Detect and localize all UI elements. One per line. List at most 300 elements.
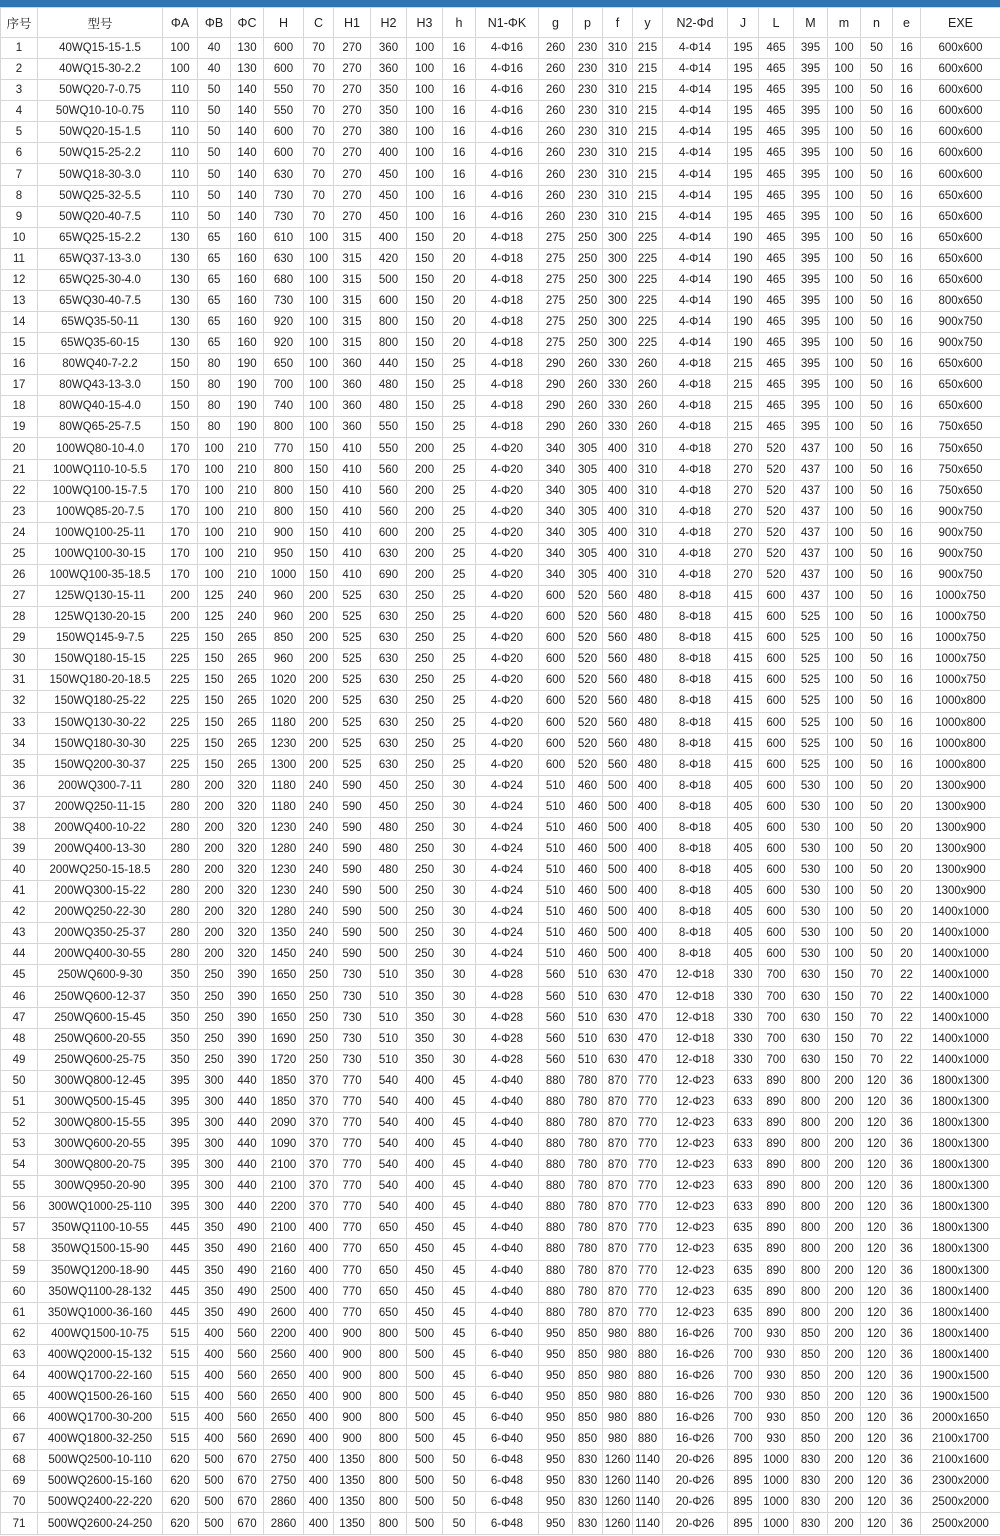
- cell: 630: [371, 649, 407, 670]
- cell: 170: [163, 459, 198, 480]
- cell: 16: [443, 80, 476, 101]
- cell: 630: [794, 1049, 828, 1070]
- cell: 850: [573, 1429, 603, 1450]
- cell: 36: [893, 1091, 921, 1112]
- cell: 195: [728, 206, 759, 227]
- cell: 500: [603, 902, 633, 923]
- cell: 770: [334, 1112, 371, 1133]
- cell: 45: [443, 1344, 476, 1365]
- cell: 225: [633, 269, 663, 290]
- cell: 260: [633, 375, 663, 396]
- cell: 600: [759, 860, 794, 881]
- cell: 870: [603, 1155, 633, 1176]
- cell: 730: [334, 1028, 371, 1049]
- cell: 410: [334, 480, 371, 501]
- cell: 50: [861, 586, 893, 607]
- cell: 30: [443, 923, 476, 944]
- cell: 830: [794, 1492, 828, 1513]
- cell: 930: [759, 1387, 794, 1408]
- cell: 50: [861, 417, 893, 438]
- cell: 900: [334, 1344, 371, 1365]
- cell: 45: [443, 1302, 476, 1323]
- cell: 12-Φ18: [663, 965, 728, 986]
- cell: 250: [407, 902, 443, 923]
- cell: 4-Φ18: [663, 396, 728, 417]
- cell: 1000x750: [921, 607, 1000, 628]
- cell: 35: [1, 754, 38, 775]
- cell: 200WQ400-13-30: [38, 838, 163, 859]
- table-row: [1, 1408, 1000, 1429]
- cell: 330: [603, 375, 633, 396]
- cell: 400: [603, 438, 633, 459]
- cell: 440: [231, 1091, 264, 1112]
- cell: 150: [407, 248, 443, 269]
- cell: 600x600: [921, 143, 1000, 164]
- cell: 19: [1, 417, 38, 438]
- cell: 540: [371, 1176, 407, 1197]
- cell: 980: [603, 1429, 633, 1450]
- cell: 460: [573, 775, 603, 796]
- cell: 500: [407, 1513, 443, 1534]
- table-row: [1, 59, 1000, 80]
- cell: 4-Φ20: [476, 670, 539, 691]
- cell: 2100: [264, 1176, 304, 1197]
- cell: 225: [163, 670, 198, 691]
- cell: 215: [633, 143, 663, 164]
- cell: 50: [443, 1492, 476, 1513]
- cell: 30: [443, 965, 476, 986]
- cell: 50WQ10-10-0.75: [38, 101, 163, 122]
- cell: 700: [759, 986, 794, 1007]
- cell: 500WQ2600-15-160: [38, 1471, 163, 1492]
- table-row: [1, 227, 1000, 248]
- cell: 230: [573, 59, 603, 80]
- cell: 510: [539, 817, 573, 838]
- cell: 395: [794, 185, 828, 206]
- cell: 70: [304, 122, 334, 143]
- cell: 36: [1, 775, 38, 796]
- cell: 770: [334, 1197, 371, 1218]
- cell: 100: [828, 501, 861, 522]
- cell: 6-Φ40: [476, 1323, 539, 1344]
- cell: 410: [334, 459, 371, 480]
- cell: 66: [1, 1408, 38, 1429]
- cell: 895: [728, 1471, 759, 1492]
- cell: 60: [1, 1281, 38, 1302]
- cell: 16: [893, 248, 921, 269]
- cell: 980: [603, 1408, 633, 1429]
- cell: 850: [794, 1365, 828, 1386]
- cell: 25: [443, 543, 476, 564]
- cell: 850: [573, 1408, 603, 1429]
- cell: 1300x900: [921, 860, 1000, 881]
- cell: 100: [828, 143, 861, 164]
- cell: 150: [407, 354, 443, 375]
- cell: 900: [334, 1408, 371, 1429]
- cell: 6: [1, 143, 38, 164]
- cell: 635: [728, 1302, 759, 1323]
- cell: 100: [304, 354, 334, 375]
- cell: 150: [304, 480, 334, 501]
- cell: 16: [893, 691, 921, 712]
- cell: 900x750: [921, 564, 1000, 585]
- cell: 500: [371, 881, 407, 902]
- cell: 4-Φ20: [476, 543, 539, 564]
- cell: 320: [231, 923, 264, 944]
- cell: 250: [304, 965, 334, 986]
- cell: 560: [603, 712, 633, 733]
- cell: 630: [371, 586, 407, 607]
- cell: 120: [861, 1365, 893, 1386]
- cell: 27: [1, 586, 38, 607]
- cell: 480: [371, 396, 407, 417]
- cell: 310: [603, 206, 633, 227]
- column-header-17: J: [728, 8, 759, 38]
- cell: 65WQ25-15-2.2: [38, 227, 163, 248]
- cell: 240: [304, 902, 334, 923]
- cell: 400: [371, 227, 407, 248]
- cell: 1650: [264, 965, 304, 986]
- cell: 26: [1, 564, 38, 585]
- cell: 50: [861, 59, 893, 80]
- cell: 500: [407, 1323, 443, 1344]
- cell: 160: [231, 269, 264, 290]
- cell: 500: [407, 1344, 443, 1365]
- cell: 2: [1, 59, 38, 80]
- cell: 510: [371, 965, 407, 986]
- cell: 4-Φ18: [476, 269, 539, 290]
- cell: 525: [794, 754, 828, 775]
- table-row: [1, 1260, 1000, 1281]
- cell: 395: [794, 269, 828, 290]
- cell: 250: [198, 965, 231, 986]
- cell: 36: [893, 1302, 921, 1323]
- cell: 195: [728, 80, 759, 101]
- cell: 300: [198, 1176, 231, 1197]
- cell: 600: [759, 670, 794, 691]
- cell: 25: [443, 522, 476, 543]
- cell: 16-Φ26: [663, 1408, 728, 1429]
- cell: 260: [539, 185, 573, 206]
- cell: 870: [603, 1176, 633, 1197]
- cell: 770: [633, 1091, 663, 1112]
- cell: 520: [573, 712, 603, 733]
- cell: 260: [539, 80, 573, 101]
- cell: 560: [539, 1028, 573, 1049]
- table-row: [1, 1197, 1000, 1218]
- cell: 450: [371, 206, 407, 227]
- cell: 300WQ950-20-90: [38, 1176, 163, 1197]
- cell: 500: [603, 944, 633, 965]
- cell: 48: [1, 1028, 38, 1049]
- cell: 437: [794, 501, 828, 522]
- cell: 630: [794, 1028, 828, 1049]
- cell: 490: [231, 1302, 264, 1323]
- cell: 65: [198, 269, 231, 290]
- cell: 260: [539, 59, 573, 80]
- cell: 330: [728, 1007, 759, 1028]
- cell: 780: [573, 1281, 603, 1302]
- cell: 500WQ2400-22-220: [38, 1492, 163, 1513]
- cell: 4-Φ18: [476, 375, 539, 396]
- cell: 750x650: [921, 459, 1000, 480]
- cell: 400: [407, 1134, 443, 1155]
- cell: 800: [371, 1323, 407, 1344]
- cell: 4-Φ18: [476, 290, 539, 311]
- cell: 215: [728, 417, 759, 438]
- cell: 250: [198, 1049, 231, 1070]
- cell: 36: [893, 1239, 921, 1260]
- cell: 12-Φ23: [663, 1260, 728, 1281]
- cell: 54: [1, 1155, 38, 1176]
- cell: 36: [893, 1387, 921, 1408]
- cell: 770: [633, 1218, 663, 1239]
- cell: 500: [603, 923, 633, 944]
- cell: 350: [163, 1049, 198, 1070]
- table-row: [1, 164, 1000, 185]
- cell: 16-Φ26: [663, 1387, 728, 1408]
- cell: 100: [407, 206, 443, 227]
- cell: 400: [304, 1239, 334, 1260]
- cell: 1800x1400: [921, 1302, 1000, 1323]
- cell: 50: [861, 164, 893, 185]
- cell: 200: [304, 607, 334, 628]
- cell: 2750: [264, 1471, 304, 1492]
- cell: 50: [861, 649, 893, 670]
- cell: 770: [633, 1302, 663, 1323]
- cell: 670: [231, 1450, 264, 1471]
- cell: 1180: [264, 775, 304, 796]
- cell: 305: [573, 459, 603, 480]
- cell: 500: [603, 775, 633, 796]
- cell: 50: [861, 923, 893, 944]
- cell: 250: [407, 881, 443, 902]
- cell: 870: [603, 1197, 633, 1218]
- cell: 800: [371, 1429, 407, 1450]
- cell: 4-Φ18: [663, 501, 728, 522]
- cell: 70: [304, 59, 334, 80]
- cell: 525: [334, 628, 371, 649]
- cell: 100: [828, 164, 861, 185]
- cell: 100: [407, 59, 443, 80]
- cell: 510: [539, 838, 573, 859]
- cell: 20: [443, 290, 476, 311]
- cell: 350: [407, 1007, 443, 1028]
- cell: 36: [893, 1112, 921, 1133]
- cell: 630: [371, 691, 407, 712]
- cell: 4-Φ20: [476, 754, 539, 775]
- cell: 490: [231, 1239, 264, 1260]
- cell: 880: [539, 1260, 573, 1281]
- cell: 4-Φ20: [476, 586, 539, 607]
- cell: 780: [573, 1197, 603, 1218]
- cell: 40: [198, 59, 231, 80]
- cell: 120: [861, 1492, 893, 1513]
- cell: 20-Φ26: [663, 1513, 728, 1534]
- table-row: [1, 649, 1000, 670]
- cell: 16: [443, 59, 476, 80]
- cell: 200WQ250-22-30: [38, 902, 163, 923]
- cell: 1000x800: [921, 754, 1000, 775]
- cell: 200: [828, 1513, 861, 1534]
- cell: 630: [371, 712, 407, 733]
- cell: 200: [828, 1302, 861, 1323]
- cell: 250: [407, 670, 443, 691]
- cell: 600: [371, 522, 407, 543]
- cell: 300: [198, 1197, 231, 1218]
- cell: 630: [794, 986, 828, 1007]
- cell: 100WQ100-25-11: [38, 522, 163, 543]
- cell: 2100: [264, 1218, 304, 1239]
- cell: 700: [728, 1344, 759, 1365]
- cell: 800: [371, 333, 407, 354]
- cell: 250: [198, 986, 231, 1007]
- cell: 240: [304, 944, 334, 965]
- cell: 100WQ85-20-7.5: [38, 501, 163, 522]
- table-row: [1, 143, 1000, 164]
- cell: 525: [794, 670, 828, 691]
- cell: 150: [407, 333, 443, 354]
- cell: 600: [539, 712, 573, 733]
- cell: 275: [539, 227, 573, 248]
- cell: 650: [264, 354, 304, 375]
- cell: 4-Φ18: [476, 354, 539, 375]
- table-row: [1, 986, 1000, 1007]
- cell: 700: [728, 1365, 759, 1386]
- cell: 100: [828, 80, 861, 101]
- cell: 590: [334, 881, 371, 902]
- cell: 1300: [264, 754, 304, 775]
- cell: 770: [264, 438, 304, 459]
- cell: 880: [633, 1429, 663, 1450]
- table-row: [1, 796, 1000, 817]
- cell: 250: [198, 1028, 231, 1049]
- cell: 800: [794, 1091, 828, 1112]
- cell: 635: [728, 1239, 759, 1260]
- cell: 200: [198, 860, 231, 881]
- cell: 900x750: [921, 522, 1000, 543]
- cell: 800: [794, 1134, 828, 1155]
- cell: 4-Φ18: [663, 522, 728, 543]
- cell: 630: [794, 965, 828, 986]
- cell: 100: [828, 101, 861, 122]
- cell: 310: [603, 38, 633, 59]
- cell: 170: [163, 564, 198, 585]
- cell: 270: [728, 543, 759, 564]
- cell: 1800x1300: [921, 1176, 1000, 1197]
- cell: 12-Φ18: [663, 986, 728, 1007]
- cell: 560: [231, 1408, 264, 1429]
- cell: 4-Φ24: [476, 838, 539, 859]
- cell: 540: [371, 1155, 407, 1176]
- cell: 110: [163, 80, 198, 101]
- cell: 69: [1, 1471, 38, 1492]
- cell: 310: [603, 122, 633, 143]
- cell: 2860: [264, 1492, 304, 1513]
- cell: 600x600: [921, 122, 1000, 143]
- cell: 525: [794, 628, 828, 649]
- cell: 600: [759, 586, 794, 607]
- cell: 620: [163, 1471, 198, 1492]
- cell: 310: [633, 543, 663, 564]
- cell: 650: [371, 1218, 407, 1239]
- cell: 280: [163, 860, 198, 881]
- column-header-20: m: [828, 8, 861, 38]
- cell: 120: [861, 1155, 893, 1176]
- cell: 480: [633, 649, 663, 670]
- cell: 300: [603, 227, 633, 248]
- cell: 100: [828, 649, 861, 670]
- cell: 490: [231, 1218, 264, 1239]
- cell: 395: [163, 1134, 198, 1155]
- cell: 100: [828, 248, 861, 269]
- table-row: [1, 1281, 1000, 1302]
- cell: 500: [371, 944, 407, 965]
- cell: 65WQ30-40-7.5: [38, 290, 163, 311]
- cell: 400: [633, 944, 663, 965]
- cell: 600: [759, 691, 794, 712]
- cell: 370: [304, 1070, 334, 1091]
- table-row: [1, 817, 1000, 838]
- cell: 770: [633, 1112, 663, 1133]
- cell: 130: [231, 38, 264, 59]
- cell: 370: [304, 1091, 334, 1112]
- cell: 100: [407, 122, 443, 143]
- cell: 600: [759, 796, 794, 817]
- cell: 420: [371, 248, 407, 269]
- cell: 50: [198, 143, 231, 164]
- table-row: [1, 354, 1000, 375]
- cell: 800: [371, 1492, 407, 1513]
- cell: 390: [231, 986, 264, 1007]
- cell: 890: [759, 1176, 794, 1197]
- cell: 200: [407, 459, 443, 480]
- cell: 800: [371, 1471, 407, 1492]
- cell: 50: [861, 712, 893, 733]
- table-row: [1, 1112, 1000, 1133]
- cell: 1000: [759, 1450, 794, 1471]
- cell: 1800x1300: [921, 1091, 1000, 1112]
- table-row: [1, 38, 1000, 59]
- cell: 8-Φ18: [663, 628, 728, 649]
- cell: 8-Φ18: [663, 817, 728, 838]
- cell: 880: [539, 1302, 573, 1323]
- cell: 560: [539, 1049, 573, 1070]
- table-row: [1, 501, 1000, 522]
- cell: 520: [573, 649, 603, 670]
- cell: 900: [334, 1323, 371, 1344]
- cell: 230: [573, 122, 603, 143]
- cell: 445: [163, 1260, 198, 1281]
- cell: 100: [407, 185, 443, 206]
- cell: 650x600: [921, 375, 1000, 396]
- cell: 16-Φ26: [663, 1429, 728, 1450]
- cell: 50: [198, 80, 231, 101]
- cell: 1800x1300: [921, 1197, 1000, 1218]
- cell: 20: [443, 269, 476, 290]
- cell: 510: [573, 965, 603, 986]
- cell: 300: [198, 1112, 231, 1133]
- table-row: [1, 101, 1000, 122]
- cell: 100: [407, 143, 443, 164]
- cell: 600: [539, 670, 573, 691]
- cell: 265: [231, 691, 264, 712]
- cell: 4-Φ28: [476, 1049, 539, 1070]
- cell: 4-Φ40: [476, 1281, 539, 1302]
- cell: 395: [794, 396, 828, 417]
- cell: 16: [893, 290, 921, 311]
- cell: 200: [198, 838, 231, 859]
